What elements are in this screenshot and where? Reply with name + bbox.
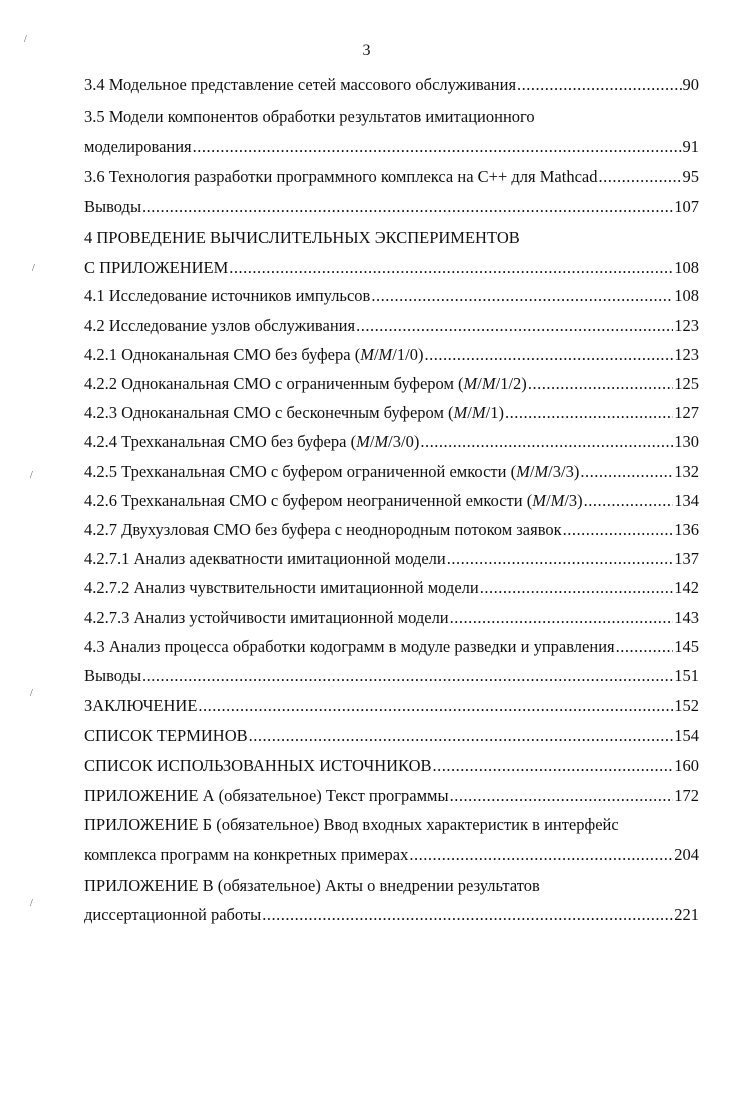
toc-entry-page: 108 bbox=[674, 286, 699, 305]
toc-entry-title: 3.4 Модельное представление сетей массового обслуживания bbox=[84, 75, 517, 94]
toc-leader-dots bbox=[450, 785, 674, 807]
toc-entry bbox=[84, 373, 699, 395]
toc-entry bbox=[84, 548, 699, 570]
toc-entry-page: 152 bbox=[674, 696, 699, 715]
toc-entry-title-line1: 4 ПРОВЕДЕНИЕ ВЫЧИСЛИТЕЛЬНЫХ ЭКСПЕРИМЕНТОВ bbox=[84, 228, 520, 247]
scan-mark: / bbox=[32, 263, 35, 274]
toc-leader-dots bbox=[450, 607, 674, 629]
toc-entry bbox=[84, 344, 699, 366]
toc-leader-dots bbox=[563, 519, 674, 541]
toc-leader-dots bbox=[249, 725, 674, 747]
toc-entry-title: 4.2.7.2 Анализ чувствительности имитационной модели bbox=[84, 578, 479, 597]
toc-entry bbox=[84, 785, 699, 807]
toc-entry bbox=[84, 315, 699, 337]
toc-entry bbox=[84, 227, 699, 249]
toc-entry-page: 160 bbox=[674, 756, 699, 775]
toc-leader-dots bbox=[505, 402, 673, 424]
toc-entry-title-line1: ПРИЛОЖЕНИЕ Б (обязательное) Ввод входных характеристик в интерфейс bbox=[84, 815, 619, 834]
toc-leader-dots bbox=[433, 755, 674, 777]
toc-entry-page: 172 bbox=[674, 786, 699, 805]
toc-entry-page: 108 bbox=[674, 258, 699, 277]
toc-leader-dots bbox=[409, 844, 673, 866]
toc-entry-title: 4.2.3 Одноканальная СМО с бесконечным буфером (M/M/1) bbox=[84, 403, 504, 422]
toc-entry bbox=[84, 490, 699, 512]
toc-leader-dots bbox=[198, 695, 673, 717]
toc-entry bbox=[84, 665, 699, 687]
toc-leader-dots bbox=[447, 548, 673, 570]
toc-leader-dots bbox=[142, 665, 673, 687]
toc-entry bbox=[84, 402, 699, 424]
toc-leader-dots bbox=[356, 315, 673, 337]
toc-leader-dots bbox=[528, 373, 673, 395]
toc-entry-page: 145 bbox=[674, 637, 699, 656]
toc-leader-dots bbox=[193, 136, 682, 158]
toc-entry bbox=[84, 875, 699, 897]
toc-entry-title: 4.3 Анализ процесса обработки кодограмм в модуле разведки и управления bbox=[84, 637, 615, 656]
toc-leader-dots bbox=[480, 577, 674, 599]
toc-entry-page: 204 bbox=[674, 845, 699, 864]
toc-entry-page: 136 bbox=[674, 520, 699, 539]
toc-entry bbox=[84, 461, 699, 483]
toc-leader-dots bbox=[420, 431, 673, 453]
toc-entry-continuation bbox=[84, 844, 699, 866]
toc-entry-title: СПИСОК ТЕРМИНОВ bbox=[84, 726, 248, 745]
scan-mark: / bbox=[30, 898, 33, 909]
toc-entry bbox=[84, 285, 699, 307]
toc-entry-page: 142 bbox=[674, 578, 699, 597]
toc-entry bbox=[84, 519, 699, 541]
toc-entry-page: 132 bbox=[674, 462, 699, 481]
toc-entry bbox=[84, 74, 699, 96]
toc-entry-page: 95 bbox=[682, 167, 699, 186]
toc-entry-page: 137 bbox=[674, 549, 699, 568]
toc-entry bbox=[84, 106, 699, 128]
toc-entry bbox=[84, 607, 699, 629]
toc-leader-dots bbox=[580, 461, 673, 483]
page-number: 3 bbox=[362, 42, 371, 59]
toc-entry-title: 4.1 Исследование источников импульсов bbox=[84, 286, 371, 305]
toc-entry-title: ПРИЛОЖЕНИЕ А (обязательное) Текст программы bbox=[84, 786, 449, 805]
toc-entry-title: ЗАКЛЮЧЕНИЕ bbox=[84, 696, 198, 715]
toc-entry bbox=[84, 755, 699, 777]
toc-entry bbox=[84, 695, 699, 717]
toc-entry-page: 125 bbox=[674, 374, 699, 393]
toc-entry-title: 4.2.1 Одноканальная СМО без буфера (M/M/1/0) bbox=[84, 345, 424, 364]
toc-entry-title: С ПРИЛОЖЕНИЕМ bbox=[84, 258, 229, 277]
toc-entry bbox=[84, 431, 699, 453]
toc-entry-page: 123 bbox=[674, 316, 699, 335]
toc-entry-title-line1: 3.5 Модели компонентов обработки результатов имитационного bbox=[84, 107, 535, 126]
toc-entry-title: 4.2.7.1 Анализ адекватности имитационной модели bbox=[84, 549, 446, 568]
toc-entry bbox=[84, 814, 699, 836]
toc-leader-dots bbox=[584, 490, 674, 512]
toc-entry-title: 4.2.5 Трехканальная СМО с буфером ограниченной емкости (M/M/3/3) bbox=[84, 462, 580, 481]
toc-entry-page: 154 bbox=[674, 726, 699, 745]
toc-entry bbox=[84, 577, 699, 599]
toc-entry-title: 4.2.2 Одноканальная СМО с ограниченным буфером (M/M/1/2) bbox=[84, 374, 527, 393]
toc-entry-title: комплекса программ на конкретных примерах bbox=[84, 845, 409, 864]
toc-entry-page: 221 bbox=[674, 905, 699, 924]
scan-mark: / bbox=[24, 34, 27, 45]
toc-entry-page: 91 bbox=[682, 137, 699, 156]
toc-entry bbox=[84, 196, 699, 218]
toc-entry-continuation bbox=[84, 904, 699, 926]
toc-entry-title: моделирования bbox=[84, 137, 192, 156]
toc-entry-title: СПИСОК ИСПОЛЬЗОВАННЫХ ИСТОЧНИКОВ bbox=[84, 756, 432, 775]
toc-leader-dots bbox=[262, 904, 673, 926]
toc-entry-page: 90 bbox=[682, 75, 699, 94]
toc-entry-page: 123 bbox=[674, 345, 699, 364]
toc-entry-page: 143 bbox=[674, 608, 699, 627]
toc-entry-page: 107 bbox=[674, 197, 699, 216]
toc-leader-dots bbox=[142, 196, 673, 218]
toc-entry-title: 4.2.4 Трехканальная СМО без буфера (M/M/3/0) bbox=[84, 432, 420, 451]
toc-entry bbox=[84, 166, 699, 188]
toc-entry-title: 4.2 Исследование узлов обслуживания bbox=[84, 316, 356, 335]
toc-entry-title-line1: ПРИЛОЖЕНИЕ В (обязательное) Акты о внедрении результатов bbox=[84, 876, 540, 895]
toc-leader-dots bbox=[229, 257, 673, 279]
toc-entry-page: 130 bbox=[674, 432, 699, 451]
toc-entry-continuation bbox=[84, 136, 699, 158]
toc-entry bbox=[84, 636, 699, 658]
toc-entry-title: 4.2.6 Трехканальная СМО с буфером неограниченной емкости (M/M/3) bbox=[84, 491, 583, 510]
toc-leader-dots bbox=[598, 166, 681, 188]
toc-leader-dots bbox=[371, 285, 673, 307]
scan-mark: / bbox=[30, 470, 33, 481]
toc-entry-title: Выводы bbox=[84, 666, 142, 685]
toc-leader-dots bbox=[424, 344, 673, 366]
toc-entry bbox=[84, 725, 699, 747]
toc-entry-page: 134 bbox=[674, 491, 699, 510]
toc-entry-title: 4.2.7.3 Анализ устойчивости имитационной модели bbox=[84, 608, 449, 627]
toc-entry-title: диссертационной работы bbox=[84, 905, 262, 924]
toc-leader-dots bbox=[517, 74, 681, 96]
toc-entry-title: Выводы bbox=[84, 197, 142, 216]
toc-entry-page: 151 bbox=[674, 666, 699, 685]
toc-entry-title: 4.2.7 Двухузловая СМО без буфера с неоднородным потоком заявок bbox=[84, 520, 562, 539]
toc-entry-page: 127 bbox=[674, 403, 699, 422]
toc-entry-continuation bbox=[84, 257, 699, 279]
toc-leader-dots bbox=[616, 636, 674, 658]
scan-mark: / bbox=[30, 688, 33, 699]
toc-entry-title: 3.6 Технология разработки программного комплекса на С++ для Mathcad bbox=[84, 167, 598, 186]
